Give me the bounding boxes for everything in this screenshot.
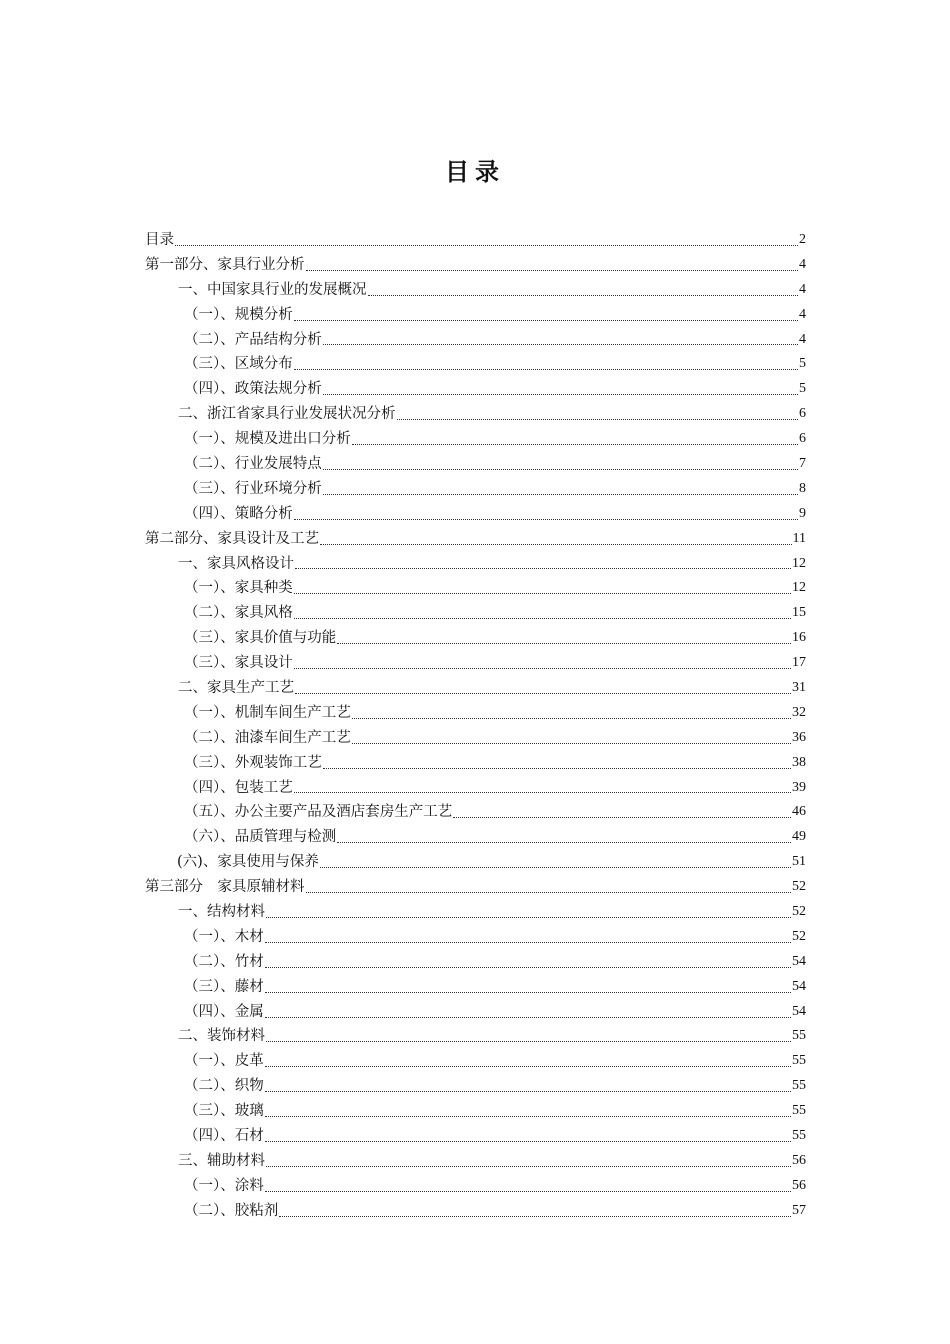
toc-entry[interactable]: [145, 427, 806, 452]
toc-entry-title: （一）、木材: [184, 928, 264, 945]
toc-entry[interactable]: [145, 278, 806, 303]
toc-entry-title: (六)、家具使用与保养: [177, 854, 319, 871]
toc-page-number: 6: [799, 431, 806, 447]
dot-leader: [323, 394, 798, 395]
toc-entry-title: （四）、石材: [184, 1128, 264, 1145]
toc-page-number: 4: [799, 331, 806, 347]
toc-page-number: 38: [792, 754, 806, 770]
dot-leader: [175, 245, 798, 246]
toc-entry[interactable]: [145, 452, 806, 477]
dot-leader: [265, 992, 791, 993]
dot-leader: [266, 917, 791, 918]
toc-entry[interactable]: [145, 676, 806, 701]
toc-page-number: 46: [792, 804, 806, 820]
toc-entry-title: 二、浙江省家具行业发展状况分析: [178, 406, 396, 423]
toc-page-number: 9: [799, 505, 806, 521]
toc-page-number: 5: [799, 381, 806, 397]
toc-entry-title: 目录: [145, 231, 174, 248]
dot-leader: [294, 369, 798, 370]
toc-entry[interactable]: [145, 825, 806, 850]
toc-entry-title: （四）、金属: [184, 1003, 264, 1020]
dot-leader: [294, 792, 791, 793]
toc-entry-title: （六）、品质管理与检测: [184, 829, 337, 846]
toc-entry-title: 二、家具生产工艺: [178, 680, 294, 697]
toc-entry[interactable]: [145, 1124, 806, 1149]
toc-page-number: 52: [792, 904, 806, 920]
dot-leader: [266, 1041, 791, 1042]
toc-entry[interactable]: [145, 1074, 806, 1099]
dot-leader: [397, 419, 799, 420]
dot-leader: [323, 494, 798, 495]
toc-entry[interactable]: [145, 253, 806, 278]
toc-page-number: 54: [792, 1003, 806, 1019]
dot-leader: [265, 1066, 791, 1067]
toc-entry-title: 一、家具风格设计: [178, 555, 294, 572]
toc-entry-title: （二）、产品结构分析: [184, 331, 322, 348]
dot-leader: [352, 718, 791, 719]
dot-leader: [265, 1017, 791, 1018]
toc-entry[interactable]: [145, 352, 806, 377]
toc-entry-title: （二）、竹材: [184, 953, 264, 970]
toc-page-number: 55: [792, 1028, 806, 1044]
dot-leader: [306, 892, 792, 893]
toc-page-number: 56: [792, 1177, 806, 1193]
dot-leader: [294, 593, 791, 594]
dot-leader: [306, 270, 799, 271]
toc-entry[interactable]: [145, 1174, 806, 1199]
toc-entry-title: （一）、规模及进出口分析: [184, 431, 351, 448]
dot-leader: [337, 842, 791, 843]
toc-entry-title: 第一部分、家具行业分析: [145, 256, 305, 273]
dot-leader: [337, 643, 791, 644]
toc-entry[interactable]: [145, 601, 806, 626]
toc-page-number: 57: [792, 1202, 806, 1218]
toc-entry[interactable]: [145, 751, 806, 776]
toc-entry-title: 第三部分 家具原辅材料: [145, 879, 305, 896]
toc-entry[interactable]: [145, 1199, 806, 1224]
toc-entry-title: （四）、包装工艺: [184, 779, 293, 796]
dot-leader: [265, 1091, 791, 1092]
toc-entry-title: （三）、区域分布: [184, 356, 293, 373]
toc-page-number: 55: [792, 1078, 806, 1094]
toc-page-number: 15: [792, 605, 806, 621]
toc-entry-title: （二）、胶粘剂: [184, 1202, 279, 1219]
dot-leader: [265, 942, 791, 943]
page-title: 目录: [445, 158, 505, 186]
toc-page-number: 49: [792, 829, 806, 845]
toc-entry-title: 二、装饰材料: [178, 1028, 265, 1045]
toc-entry[interactable]: [145, 1149, 806, 1174]
toc-entry-title: （三）、家具设计: [184, 655, 293, 672]
toc-entry-title: 第二部分、家具设计及工艺: [145, 530, 319, 547]
dot-leader: [352, 444, 798, 445]
toc-entry-title: 一、中国家具行业的发展概况: [178, 281, 367, 298]
dot-leader: [279, 1216, 791, 1217]
toc-entry[interactable]: [145, 527, 806, 552]
toc-page-number: 4: [799, 281, 806, 297]
toc-page-number: 36: [792, 729, 806, 745]
dot-leader: [294, 668, 791, 669]
toc-page-number: 55: [792, 1103, 806, 1119]
toc-entry-title: （一）、涂料: [184, 1177, 264, 1194]
toc-page-number: 55: [792, 1128, 806, 1144]
toc-entry[interactable]: [145, 651, 806, 676]
dot-leader: [453, 817, 791, 818]
toc-entry-title: （二）、家具风格: [184, 605, 293, 622]
toc-entry[interactable]: [145, 850, 806, 875]
toc-entry[interactable]: [145, 900, 806, 925]
dot-leader: [294, 320, 798, 321]
dot-leader: [294, 519, 798, 520]
toc-entry[interactable]: [145, 1000, 806, 1025]
dot-leader: [265, 967, 791, 968]
toc-page-number: 54: [792, 953, 806, 969]
dot-leader: [323, 469, 798, 470]
dot-leader: [352, 743, 791, 744]
dot-leader: [265, 1141, 791, 1142]
toc-page-number: 32: [792, 704, 806, 720]
toc-entry[interactable]: [145, 875, 806, 900]
toc-entry-title: （四）、政策法规分析: [184, 381, 322, 398]
toc-entry[interactable]: [145, 1099, 806, 1124]
toc-page-number: 31: [792, 680, 806, 696]
toc-entry-title: （三）、家具价值与功能: [184, 630, 337, 647]
toc-entry-title: （一）、家具种类: [184, 580, 293, 597]
toc-entry-title: （一）、皮革: [184, 1053, 264, 1070]
toc-entry[interactable]: [145, 626, 806, 651]
toc-page-number: 4: [799, 306, 806, 322]
dot-leader: [320, 867, 791, 868]
toc-entry-title: （二）、行业发展特点: [184, 456, 322, 472]
toc-entry[interactable]: [145, 1049, 806, 1074]
toc-entry[interactable]: [145, 701, 806, 726]
toc-entry-title: （三）、玻璃: [184, 1103, 264, 1120]
toc-entry-title: （二）、织物: [184, 1078, 264, 1095]
toc-entry[interactable]: [145, 328, 806, 353]
dot-leader: [368, 295, 799, 296]
toc-entry[interactable]: [145, 502, 806, 527]
toc-page-number: 11: [792, 530, 806, 546]
toc-page-number: 56: [792, 1152, 806, 1168]
toc-entry-title: （三）、行业环境分析: [184, 480, 322, 497]
toc-entry[interactable]: [145, 228, 806, 253]
dot-leader: [323, 344, 798, 345]
toc-entry-title: （一）、规模分析: [184, 306, 293, 323]
toc-entry[interactable]: [145, 776, 806, 801]
toc-page-number: 4: [799, 256, 806, 272]
toc-entry[interactable]: [145, 552, 806, 577]
toc-entry[interactable]: [145, 377, 806, 402]
toc-entry[interactable]: [145, 303, 806, 328]
toc-page-number: 2: [799, 231, 806, 247]
toc-entry[interactable]: [145, 1025, 806, 1050]
toc-entry-title: （四）、策略分析: [184, 505, 293, 522]
toc-entry[interactable]: [145, 950, 806, 975]
toc-page-number: 54: [792, 978, 806, 994]
toc-page-number: 55: [792, 1053, 806, 1069]
dot-leader: [295, 693, 791, 694]
toc-entry[interactable]: [145, 576, 806, 601]
toc-page-number: 6: [799, 406, 806, 422]
toc-entry-title: （三）、外观装饰工艺: [184, 754, 322, 771]
toc-page-number: 12: [792, 555, 806, 571]
dot-leader: [266, 1166, 791, 1167]
toc-entry[interactable]: [145, 800, 806, 825]
toc-page-number: 7: [799, 456, 806, 471]
toc-entry-title: 一、结构材料: [178, 904, 265, 921]
toc-page-number: 5: [799, 356, 806, 372]
toc-page-number: 51: [792, 854, 806, 870]
toc-entry[interactable]: [145, 477, 806, 502]
dot-leader: [265, 1191, 791, 1192]
toc-page-number: 8: [799, 480, 806, 496]
table-of-contents: [145, 228, 806, 1224]
toc-page-number: 39: [792, 779, 806, 795]
dot-leader: [320, 544, 792, 545]
toc-entry[interactable]: [145, 402, 806, 427]
toc-entry[interactable]: [145, 726, 806, 751]
toc-entry-title: （一）、机制车间生产工艺: [184, 704, 351, 721]
toc-entry-title: （五）、办公主要产品及酒店套房生产工艺: [184, 804, 453, 821]
toc-page-number: 16: [792, 630, 806, 646]
toc-entry[interactable]: [145, 975, 806, 1000]
dot-leader: [294, 618, 791, 619]
toc-entry[interactable]: [145, 925, 806, 950]
toc-page-number: 52: [792, 879, 806, 895]
toc-page-number: 12: [792, 580, 806, 596]
dot-leader: [323, 768, 791, 769]
toc-page-number: 52: [792, 928, 806, 944]
toc-entry-title: 三、辅助材料: [178, 1152, 265, 1169]
dot-leader: [265, 1116, 791, 1117]
dot-leader: [295, 568, 791, 569]
toc-page-number: 17: [792, 655, 806, 671]
toc-entry-title: （三）、藤材: [184, 978, 264, 995]
toc-entry-title: （二）、油漆车间生产工艺: [184, 729, 351, 746]
